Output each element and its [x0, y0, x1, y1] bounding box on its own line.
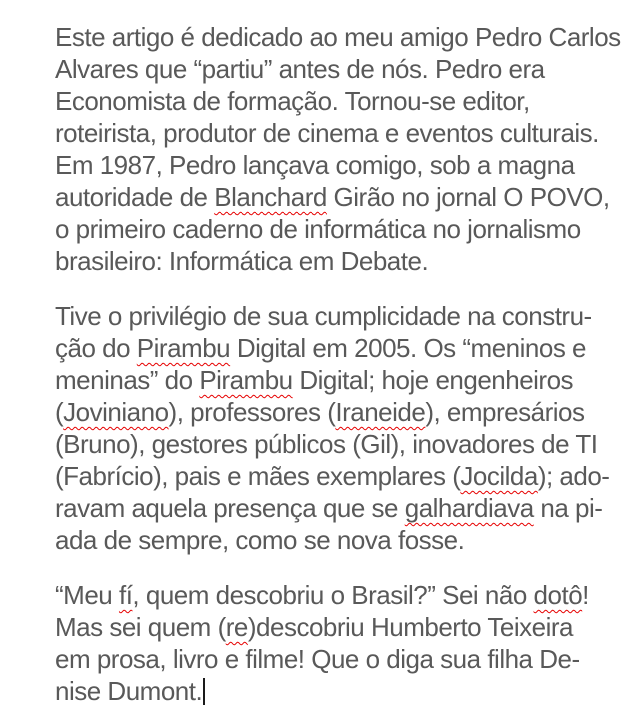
text-line: [55, 364, 625, 396]
text-line: [55, 300, 625, 332]
misspelled-word: Pirambu: [199, 365, 293, 395]
text-line: [55, 643, 625, 675]
text-run: Este artigo é dedicado ao meu amigo Pedro Carlos: [55, 22, 621, 52]
text-run: ada de sempre, como se nova fosse.: [55, 525, 465, 555]
paragraph: [55, 300, 625, 556]
document-text-area[interactable]: [55, 21, 625, 707]
text-run: “Meu: [55, 580, 119, 610]
text-line: [55, 579, 625, 611]
misspelled-word: galhardiava: [404, 493, 534, 523]
text-run: roteirista, produtor de cinema e eventos culturais.: [55, 118, 599, 148]
misspelled-word: Blanchard: [214, 182, 327, 212]
text-run: Digital em 2005. Os “meninos e: [230, 333, 587, 363]
text-run: Digital; hoje engenheiros: [292, 365, 574, 395]
text-line: [55, 524, 625, 556]
text-run: ), empresários: [425, 397, 585, 427]
text-line: [55, 245, 625, 277]
text-run: ); ado-: [537, 461, 610, 491]
misspelled-word: re: [225, 612, 248, 642]
text-line: [55, 149, 625, 181]
text-line: [55, 117, 625, 149]
text-line: [55, 675, 625, 707]
text-line: [55, 21, 625, 53]
misspelled-word: Pirambu: [136, 333, 231, 363]
text-run: meninas” do: [55, 365, 200, 395]
text-line: [55, 332, 625, 364]
text-run: Girão no jornal O POVO,: [326, 182, 610, 212]
text-run: o primeiro caderno de informática no jornalismo: [55, 214, 581, 244]
paragraph: [55, 579, 625, 707]
misspelled-word: dotô: [533, 580, 583, 610]
text-run: (Bruno), gestores públicos (Gil), inovadores de TI: [55, 429, 598, 459]
text-run: Mas sei quem (: [55, 612, 226, 642]
misspelled-word: Iraneide: [335, 397, 426, 427]
misspelled-word: fí: [118, 580, 133, 610]
text-run: Tive o privilégio de sua cumplicidade na constru-: [55, 301, 592, 331]
paragraph: [55, 21, 625, 277]
text-run: (Fabrício), pais e mães exemplares (: [55, 461, 461, 491]
text-run: )descobriu Humberto Teixeira: [247, 612, 573, 642]
text-run: ), professores (: [168, 397, 336, 427]
text-line: [55, 611, 625, 643]
text-run: !: [582, 580, 589, 610]
text-run: Economista de formação. Tornou-se editor,: [55, 86, 530, 116]
text-run: em prosa, livro e filme! Que o diga sua filha De-: [55, 644, 580, 674]
misspelled-word: Joviniano: [63, 397, 169, 427]
text-line: [55, 460, 625, 492]
text-line: [55, 53, 625, 85]
text-run: (: [55, 397, 64, 427]
text-run: ravam aquela presença que se: [55, 493, 405, 523]
text-line: [55, 181, 625, 213]
text-line: [55, 213, 625, 245]
text-run: Em 1987, Pedro lançava comigo, sob a magna: [55, 150, 575, 180]
text-run: brasileiro: Informática em Debate.: [55, 246, 429, 276]
text-run: , quem descobriu o Brasil?” Sei não: [132, 580, 534, 610]
text-line: [55, 492, 625, 524]
text-run: na pi-: [533, 493, 603, 523]
text-run: autoridade de: [55, 182, 215, 212]
text-run: Alvares que “partiu” antes de nós. Pedro era: [55, 54, 545, 84]
text-line: [55, 85, 625, 117]
text-run: nise Dumont.: [55, 676, 203, 706]
text-line: [55, 428, 625, 460]
text-line: [55, 396, 625, 428]
text-cursor: [203, 678, 205, 705]
text-run: ção do: [55, 333, 137, 363]
misspelled-word: Jocilda: [460, 461, 538, 491]
